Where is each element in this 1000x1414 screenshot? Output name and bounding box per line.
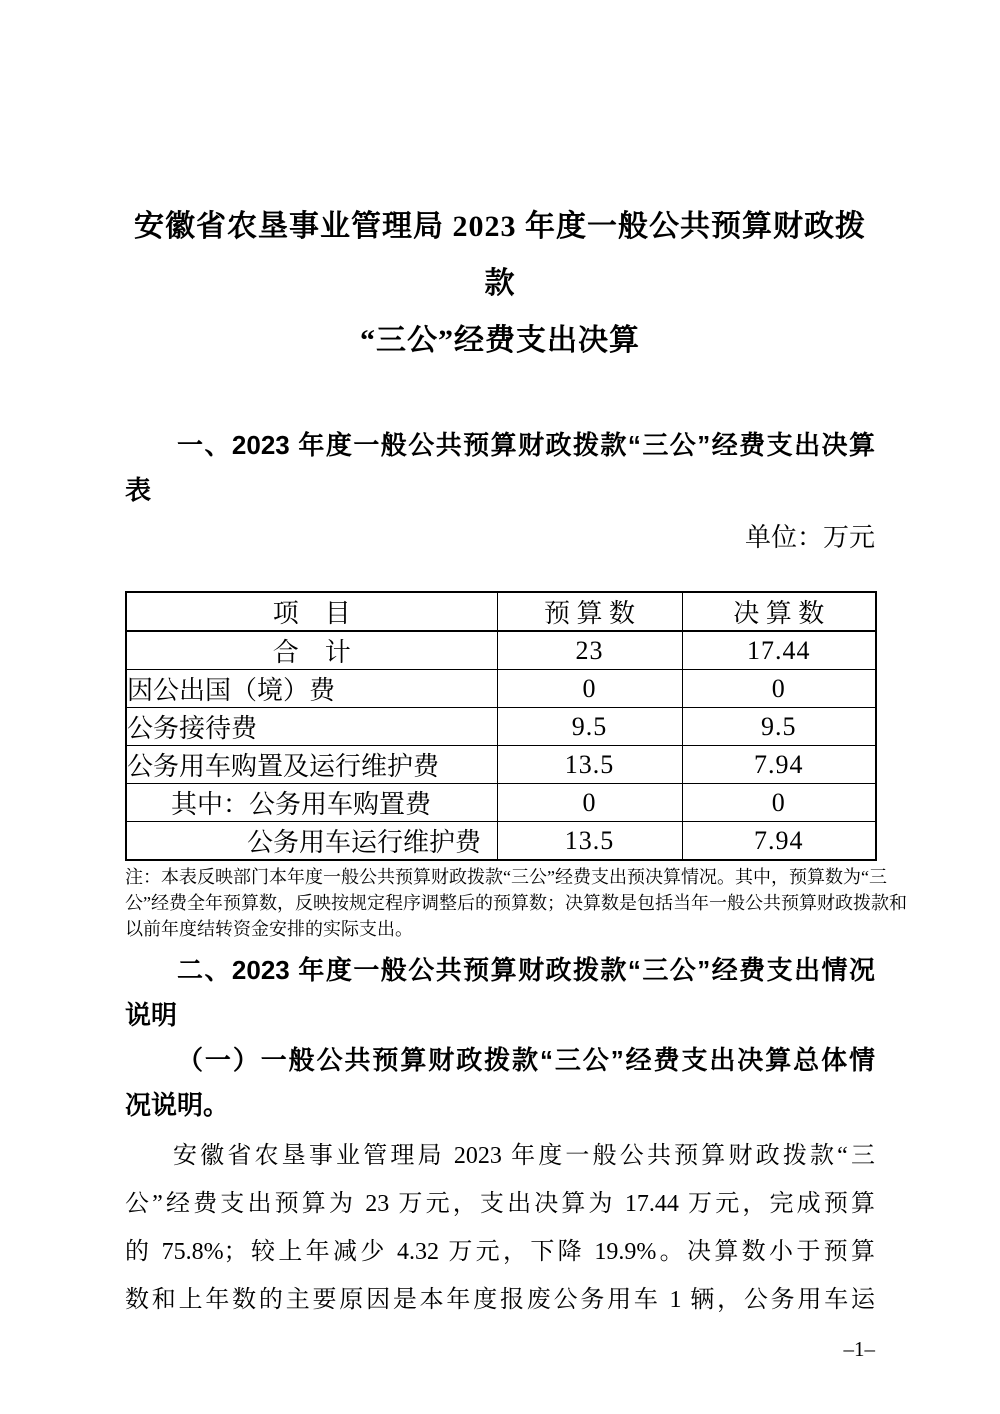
section2-sub-heading	[125, 1038, 875, 1128]
budget-value: 9.5	[497, 708, 682, 746]
final-value: 9.5	[682, 708, 876, 746]
expense-table	[125, 591, 877, 861]
column-header-budget: 预 算 数	[497, 592, 682, 631]
row-label: 公务用车购置及运行维护费	[126, 746, 497, 784]
table-note-line3: 以前年度结转资金安排的实际支出。	[125, 919, 413, 940]
section2-sub-heading-line2: 况说明。	[125, 1090, 230, 1121]
document-title	[125, 198, 875, 369]
column-header-final: 决 算 数	[682, 592, 876, 631]
table-row-vehicle-purchase	[126, 784, 876, 822]
budget-value: 13.5	[497, 746, 682, 784]
final-value: 7.94	[682, 822, 876, 861]
table-note-line2: 公”经费全年预算数，反映按规定程序调整后的预算数；决算数是包括当年一般公共预算财政拨款和	[125, 893, 907, 914]
budget-value: 23	[497, 631, 682, 670]
section1-heading	[125, 423, 875, 513]
document-title-line1: 安徽省农垦事业管理局 2023 年度一般公共预算财政拨款	[134, 210, 866, 301]
table-row-vehicle-operation	[126, 822, 876, 861]
section2-heading-line2: 说明	[125, 1000, 178, 1031]
row-label: 合 计	[126, 631, 497, 670]
table-row-reception	[126, 708, 876, 746]
section1-heading-line2: 表	[125, 475, 152, 506]
budget-value: 13.5	[497, 822, 682, 861]
row-label: 因公出国（境）费	[126, 670, 497, 708]
body-paragraph-line1: 安徽省农垦事业管理局 2023 年度一般公共预算财政拨款“三	[173, 1143, 875, 1170]
final-value: 0	[682, 784, 876, 822]
budget-value: 0	[497, 670, 682, 708]
page-number: –1–	[843, 1337, 875, 1362]
row-label: 公务接待费	[126, 708, 497, 746]
final-value: 17.44	[682, 631, 876, 670]
table-row-total	[126, 631, 876, 670]
unit-label: 单位：万元	[744, 523, 875, 553]
body-paragraph-line4: 数和上年数的主要原因是本年度报废公务用车 1 辆，公务用车运	[125, 1287, 875, 1314]
body-paragraph-line2: 公”经费支出预算为 23 万元，支出决算为 17.44 万元，完成预算	[125, 1191, 875, 1218]
final-value: 0	[682, 670, 876, 708]
table-note	[125, 864, 907, 942]
section2-heading-line1: 二、2023 年度一般公共预算财政拨款“三公”经费支出情况	[177, 955, 875, 986]
body-paragraph	[125, 1132, 875, 1324]
final-value: 7.94	[682, 746, 876, 784]
row-label: 其中：公务用车购置费	[126, 784, 497, 822]
document-title-line2: “三公”经费支出决算	[360, 324, 640, 358]
table-row-vehicle-total	[126, 746, 876, 784]
body-paragraph-line3: 的 75.8%；较上年减少 4.32 万元，下降 19.9%。决算数小于预算	[125, 1239, 875, 1266]
table-note-line1: 注：本表反映部门本年度一般公共预算财政拨款“三公”经费支出预决算情况。其中，预算数为“三	[125, 867, 887, 888]
section2-sub-heading-line1: （一）一般公共预算财政拨款“三公”经费支出决算总体情	[177, 1045, 875, 1076]
table-header-row	[126, 592, 876, 631]
table-row-abroad	[126, 670, 876, 708]
section1-heading-line1: 一、2023 年度一般公共预算财政拨款“三公”经费支出决算	[177, 430, 875, 461]
column-header-item: 项 目	[126, 592, 497, 631]
budget-value: 0	[497, 784, 682, 822]
row-label: 公务用车运行维护费	[126, 822, 497, 861]
section2-heading	[125, 948, 875, 1038]
